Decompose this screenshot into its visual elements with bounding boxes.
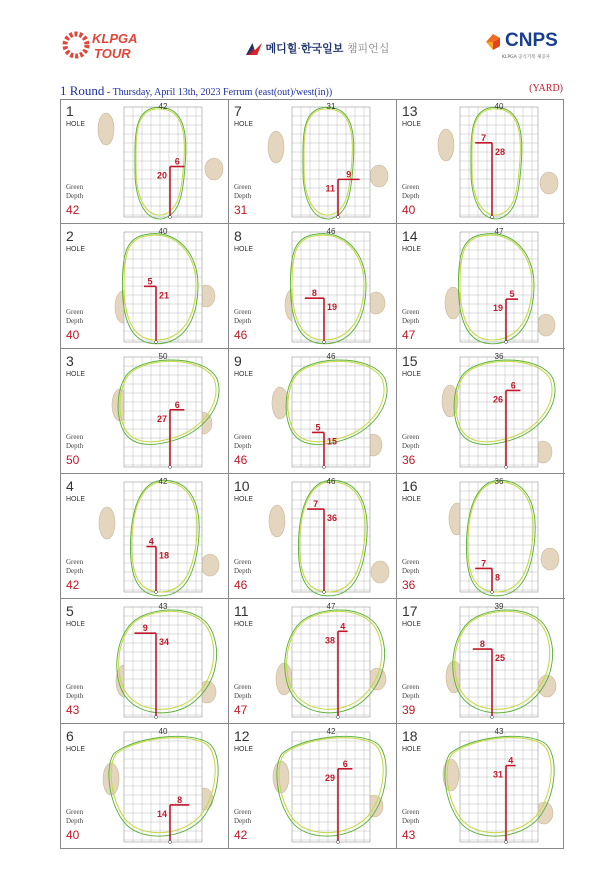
green-depth-label	[402, 558, 419, 576]
front-marker	[323, 341, 326, 344]
front-marker	[505, 341, 508, 344]
pin-side-distance: 7	[313, 499, 319, 510]
depth-label: Depth	[66, 317, 84, 325]
green-depth-top: 40	[494, 102, 504, 111]
green-label: Green	[234, 558, 252, 566]
svg-text:KLPGA: KLPGA	[92, 31, 138, 46]
green-depth-label	[234, 308, 251, 326]
depth-label: Depth	[402, 817, 420, 825]
green-label: Green	[402, 308, 420, 316]
front-marker	[169, 466, 172, 469]
cnps-icon	[484, 32, 504, 52]
pin-front-distance: 14	[156, 808, 167, 819]
green-diagram	[432, 724, 565, 848]
green-diagram	[96, 99, 229, 223]
hole-label: HOLE	[234, 496, 254, 503]
pin-front-distance: 34	[159, 637, 170, 648]
hole-cell	[229, 349, 397, 474]
pin-front-distance: 38	[324, 635, 335, 646]
front-marker	[505, 841, 508, 844]
green-depth-value: 46	[234, 453, 248, 467]
green-label: Green	[66, 683, 84, 691]
bunker	[273, 761, 289, 793]
green-diagram	[264, 474, 397, 598]
hole-number: 3	[66, 353, 74, 369]
unit-label: (YARD)	[529, 83, 563, 94]
hole-label: HOLE	[66, 496, 86, 503]
hole-number: 2	[66, 228, 74, 244]
green-label: Green	[66, 308, 84, 316]
hole-cell	[61, 99, 229, 224]
yardage-grid	[124, 357, 202, 467]
green-diagram	[432, 474, 565, 598]
header	[0, 0, 613, 80]
front-marker	[155, 341, 158, 344]
hole-cell	[229, 474, 397, 599]
yardage-grid	[460, 232, 538, 342]
pin-side-distance: 7	[481, 558, 487, 569]
hole-number: 10	[234, 478, 250, 494]
front-marker	[323, 591, 326, 594]
green-label: Green	[402, 808, 420, 816]
green-depth-value: 42	[66, 203, 80, 217]
green-depth-value: 43	[66, 703, 80, 717]
bunker	[371, 561, 389, 583]
yardage-grid	[124, 732, 202, 842]
green-depth-top: 40	[158, 727, 168, 736]
green-depth-top: 47	[494, 227, 504, 236]
green-diagram	[264, 724, 397, 848]
green-depth-top: 47	[326, 602, 336, 611]
depth-label: Depth	[234, 317, 252, 325]
yardage-grid	[292, 732, 370, 842]
bunker	[537, 314, 555, 336]
green-diagram	[96, 474, 229, 598]
pin-side-distance: 7	[481, 132, 487, 143]
pin-side-distance: 6	[174, 156, 180, 167]
depth-label: Depth	[234, 442, 252, 450]
klpga-tour-logo	[62, 26, 162, 64]
green-depth-value: 31	[234, 203, 248, 217]
green-label: Green	[234, 308, 252, 316]
green-depth-label	[234, 683, 251, 701]
depth-label: Depth	[66, 692, 84, 700]
pin-front-distance: 20	[156, 170, 167, 181]
green-depth-label	[66, 433, 83, 451]
front-marker	[491, 216, 494, 219]
front-marker	[169, 216, 172, 219]
pin-side-distance: 9	[346, 169, 352, 180]
cnps-logo-text: CNPS	[505, 30, 558, 51]
bunker	[541, 548, 559, 570]
pin-front-distance: 21	[159, 290, 170, 301]
green-depth-label	[402, 808, 419, 826]
pin-front-distance: 15	[327, 436, 338, 447]
pin-side-distance: 8	[479, 639, 485, 650]
green-diagram	[264, 349, 397, 473]
green-label: Green	[402, 558, 420, 566]
hole-label: HOLE	[66, 121, 86, 128]
green-label: Green	[234, 433, 252, 441]
round-title: 1 Round	[60, 83, 105, 98]
green-label: Green	[66, 808, 84, 816]
green-depth-top: 39	[494, 602, 504, 611]
pin-side-distance: 4	[508, 755, 514, 766]
bunker	[368, 668, 386, 690]
sponsor-hankook: 한국일보	[300, 42, 344, 55]
pin-front-distance: 31	[492, 769, 503, 780]
green-depth-top: 42	[326, 727, 336, 736]
hole-number: 6	[66, 728, 74, 744]
hole-label: HOLE	[402, 121, 422, 128]
pin-side-distance: 6	[510, 380, 516, 391]
hole-cell	[61, 474, 229, 599]
bunker	[99, 507, 115, 539]
green-depth-label	[66, 558, 83, 576]
green-depth-value: 42	[66, 578, 80, 592]
yardage-grid	[124, 232, 202, 342]
cnps-subtitle: KLPGA 공식기록 제공사	[502, 55, 551, 60]
pin-front-distance: 19	[492, 303, 503, 314]
green-depth-value: 36	[402, 453, 416, 467]
hole-label: HOLE	[66, 746, 86, 753]
hole-number: 15	[402, 353, 418, 369]
green-label: Green	[66, 558, 84, 566]
depth-label: Depth	[66, 192, 84, 200]
depth-label: Depth	[402, 692, 420, 700]
green-depth-top: 50	[158, 352, 168, 361]
pin-front-distance: 11	[325, 183, 335, 194]
green-depth-value: 40	[66, 328, 80, 342]
hole-cell	[397, 599, 565, 724]
pin-front-distance: 27	[156, 413, 167, 424]
depth-label: Depth	[402, 192, 420, 200]
front-marker	[169, 841, 172, 844]
pin-front-distance: 8	[495, 572, 501, 583]
green-diagram	[432, 349, 565, 473]
depth-label: Depth	[402, 567, 420, 575]
yardage-grid	[292, 357, 370, 467]
bunker	[269, 505, 285, 537]
depth-label: Depth	[402, 442, 420, 450]
depth-label: Depth	[66, 567, 84, 575]
green-depth-label	[66, 308, 83, 326]
green-depth-value: 50	[66, 453, 80, 467]
green-depth-value: 40	[66, 828, 80, 842]
green-label: Green	[402, 683, 420, 691]
hole-number: 12	[234, 728, 250, 744]
pin-side-distance: 6	[174, 399, 180, 410]
depth-label: Depth	[234, 692, 252, 700]
hole-label: HOLE	[66, 371, 86, 378]
pin-side-distance: 4	[148, 536, 154, 547]
bunker	[438, 129, 454, 161]
bunker	[538, 675, 556, 697]
depth-label: Depth	[66, 817, 84, 825]
hole-number: 13	[402, 103, 418, 119]
hole-label: HOLE	[234, 621, 254, 628]
pin-front-distance: 19	[327, 302, 338, 313]
hole-number: 16	[402, 478, 418, 494]
green-depth-top: 46	[326, 352, 336, 361]
green-depth-label	[402, 183, 419, 201]
green-depth-top: 36	[494, 352, 504, 361]
green-depth-label	[66, 683, 83, 701]
depth-label: Depth	[234, 192, 252, 200]
hole-number: 7	[234, 103, 242, 119]
green-depth-top: 43	[494, 727, 504, 736]
green-diagram	[264, 224, 397, 348]
pin-side-distance: 5	[509, 289, 515, 300]
green-depth-top: 42	[158, 102, 168, 111]
green-diagram	[432, 599, 565, 723]
hole-cell	[397, 474, 565, 599]
bunker	[370, 165, 388, 187]
green-depth-top: 43	[158, 602, 168, 611]
hole-label: HOLE	[402, 371, 422, 378]
pin-side-distance: 8	[311, 288, 317, 299]
front-marker	[337, 216, 340, 219]
green-label: Green	[402, 183, 420, 191]
sponsor-championship: 챔피언십	[346, 42, 390, 55]
green-label: Green	[66, 433, 84, 441]
green-diagram	[432, 99, 565, 223]
yardage-grid	[460, 732, 538, 842]
svg-text:TOUR: TOUR	[94, 46, 131, 61]
green-depth-value: 39	[402, 703, 416, 717]
pin-front-distance: 26	[492, 394, 503, 405]
green-depth-label	[234, 433, 251, 451]
hole-cell	[61, 724, 229, 849]
green-diagram	[432, 224, 565, 348]
hole-cell	[229, 599, 397, 724]
bunker	[268, 131, 284, 163]
hole-label: HOLE	[234, 121, 254, 128]
green-depth-value: 47	[234, 703, 248, 717]
green-depth-value: 40	[402, 203, 416, 217]
hole-label: HOLE	[402, 746, 422, 753]
green-diagram	[96, 224, 229, 348]
green-diagram	[96, 724, 229, 848]
hole-cell	[61, 349, 229, 474]
hole-number: 9	[234, 353, 242, 369]
hole-label: HOLE	[66, 621, 86, 628]
pin-front-distance: 25	[495, 653, 506, 664]
yardage-grid	[460, 357, 538, 467]
green-label: Green	[66, 183, 84, 191]
hole-label: HOLE	[402, 246, 422, 253]
pin-side-distance: 9	[142, 623, 148, 634]
green-depth-value: 46	[234, 328, 248, 342]
hole-cell	[229, 724, 397, 849]
pin-front-distance: 28	[495, 146, 506, 157]
green-diagram	[264, 599, 397, 723]
hole-number: 14	[402, 228, 418, 244]
front-marker	[155, 716, 158, 719]
front-marker	[155, 591, 158, 594]
green-depth-top: 40	[158, 227, 168, 236]
hole-number: 8	[234, 228, 242, 244]
green-depth-label	[234, 183, 251, 201]
round-heading	[60, 82, 566, 98]
green-diagram	[96, 349, 229, 473]
green-depth-label	[234, 558, 251, 576]
yardage-grid	[292, 232, 370, 342]
green-depth-label	[402, 433, 419, 451]
depth-label: Depth	[402, 317, 420, 325]
hole-cell	[229, 224, 397, 349]
pin-side-distance: 5	[147, 276, 153, 287]
green-depth-label	[66, 808, 83, 826]
pin-side-distance: 5	[315, 422, 321, 433]
hole-number: 11	[234, 603, 249, 619]
pin-front-distance: 29	[324, 772, 335, 783]
green-depth-top: 46	[326, 227, 336, 236]
pin-front-distance: 18	[159, 550, 170, 561]
green-diagram	[96, 599, 229, 723]
green-diagram	[264, 99, 397, 223]
hole-cell	[229, 99, 397, 224]
hole-label: HOLE	[234, 746, 254, 753]
bunker	[540, 172, 558, 194]
hole-cell	[397, 724, 565, 849]
hole-number: 4	[66, 478, 74, 494]
front-marker	[323, 466, 326, 469]
green-depth-top: 31	[326, 102, 336, 111]
front-marker	[491, 591, 494, 594]
front-marker	[491, 716, 494, 719]
green-depth-label	[402, 308, 419, 326]
green-depth-top: 36	[494, 477, 504, 486]
green-depth-top: 46	[326, 477, 336, 486]
green-depth-value: 47	[402, 328, 416, 342]
hole-label: HOLE	[234, 246, 254, 253]
pin-front-distance: 36	[327, 513, 338, 524]
pin-sheet-table	[60, 99, 564, 849]
green-depth-top: 42	[158, 477, 168, 486]
green-depth-value: 46	[234, 578, 248, 592]
pin-side-distance: 4	[340, 621, 346, 632]
mediheal-icon	[246, 43, 262, 55]
green-label: Green	[402, 433, 420, 441]
depth-label: Depth	[66, 442, 84, 450]
bunker	[201, 554, 219, 576]
green-depth-label	[402, 683, 419, 701]
front-marker	[505, 466, 508, 469]
green-depth-value: 36	[402, 578, 416, 592]
bunker	[98, 113, 114, 145]
hole-cell	[397, 99, 565, 224]
hole-number: 1	[66, 103, 74, 119]
sponsor-title	[246, 40, 389, 56]
pin-side-distance: 6	[342, 758, 348, 769]
front-marker	[337, 841, 340, 844]
green-label: Green	[234, 808, 252, 816]
hole-number: 18	[402, 728, 418, 744]
green-depth-label	[66, 183, 83, 201]
hole-number: 17	[402, 603, 418, 619]
green-depth-label	[234, 808, 251, 826]
green-label: Green	[234, 183, 252, 191]
hole-number: 5	[66, 603, 74, 619]
hole-cell	[397, 349, 565, 474]
depth-label: Depth	[234, 567, 252, 575]
front-marker	[337, 716, 340, 719]
round-info: - Thursday, April 13th, 2023 Ferrum (east(out)/west(in))	[104, 87, 333, 98]
green-label: Green	[234, 683, 252, 691]
hole-label: HOLE	[234, 371, 254, 378]
green-depth-value: 42	[234, 828, 248, 842]
hole-cell	[397, 224, 565, 349]
depth-label: Depth	[234, 817, 252, 825]
hole-label: HOLE	[66, 246, 86, 253]
hole-cell	[61, 224, 229, 349]
sponsor-mediheal: 메디힐	[265, 42, 298, 55]
pin-side-distance: 8	[177, 794, 183, 805]
hole-label: HOLE	[402, 621, 422, 628]
hole-cell	[61, 599, 229, 724]
green-depth-value: 43	[402, 828, 416, 842]
hole-label: HOLE	[402, 496, 422, 503]
bunker	[272, 387, 288, 419]
sponsor-sep: ·	[297, 42, 301, 55]
bunker	[205, 158, 223, 180]
